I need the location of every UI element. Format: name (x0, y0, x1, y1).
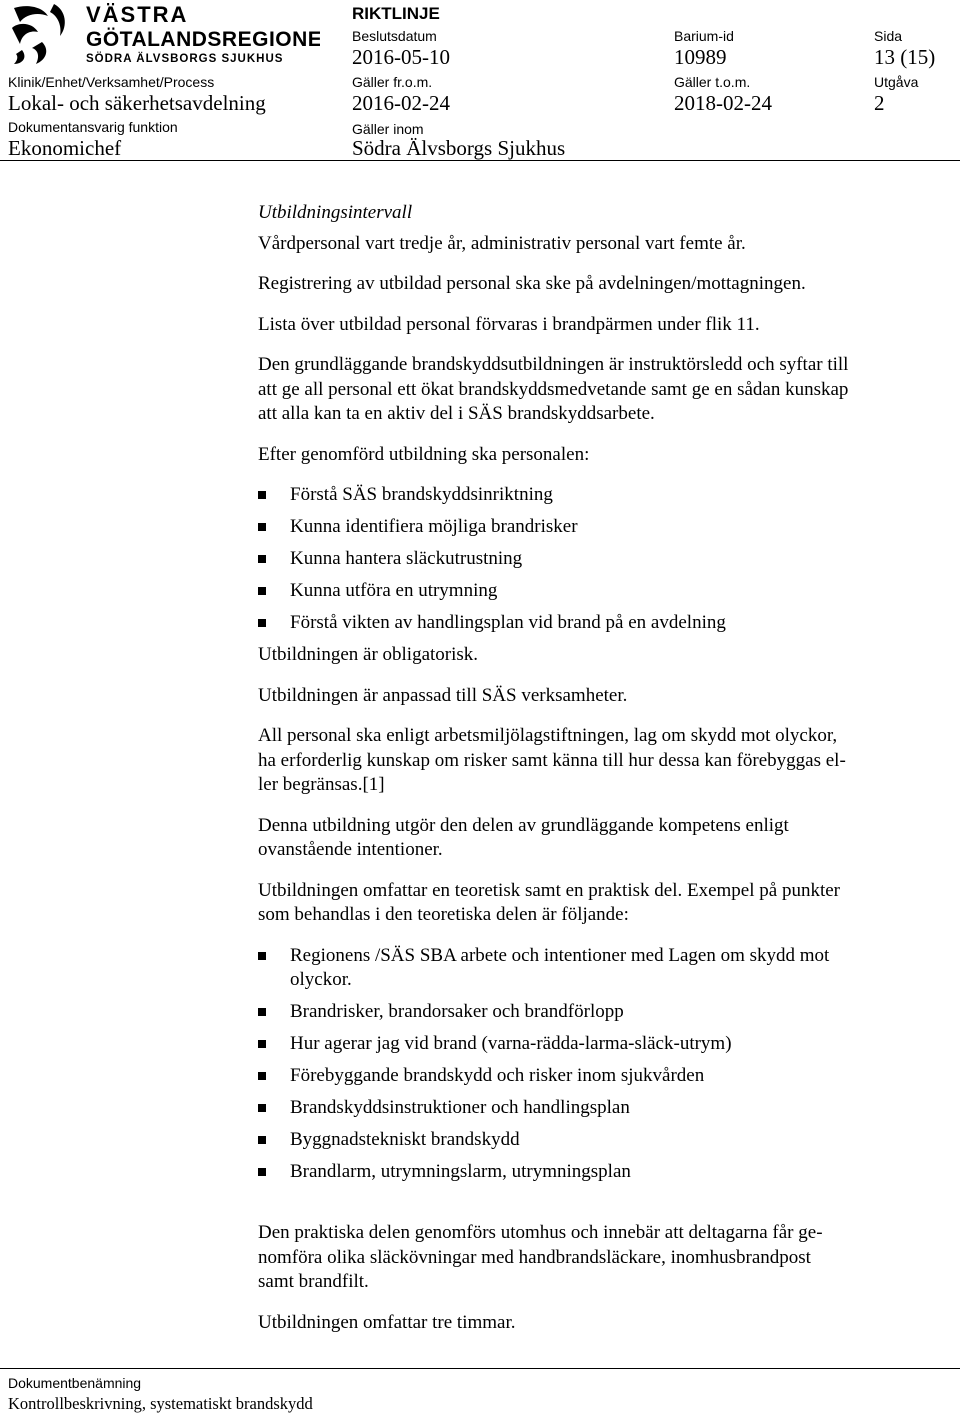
paragraph (258, 724, 938, 798)
paragraph (258, 353, 938, 427)
square-bullet-icon (258, 491, 266, 499)
list-item (258, 944, 938, 993)
square-bullet-icon (258, 1040, 266, 1048)
footer-label: Dokumentbenämning (8, 1375, 142, 1391)
paragraph: Registrering av utbildad personal ska ske på avdelningen/mottagningen. (258, 273, 806, 294)
text-line: att alla kan ta en aktiv del i SÄS brandskyddsarbete. (258, 403, 655, 424)
logo-line-3: SÖDRA ÄLVSBORGS SJUKHUS (86, 53, 284, 65)
galler-fr-value: 2016-02-24 (352, 91, 450, 115)
paragraph: Lista över utbildad personal förvaras i brandpärmen under flik 11. (258, 313, 760, 335)
square-bullet-icon (258, 1168, 266, 1176)
klinik-value: Lokal- och säkerhetsavdelning (8, 91, 266, 115)
content-bottom (258, 1221, 938, 1335)
list-item-text: Kunna identifiera möjliga brandrisker (290, 516, 578, 537)
sida-value: 13 (15) (874, 45, 936, 69)
text-line: ha erforderlig kunskap om risker samt känna till hur dessa kan förebyggas el- (258, 749, 846, 771)
list-item (258, 515, 938, 540)
bullet-list (258, 483, 938, 636)
list-item (258, 1160, 938, 1185)
text-line: ovanstående intentioner. (258, 839, 443, 860)
galler-fr-label: Gäller fr.o.m. (352, 74, 433, 90)
klinik-label: Klinik/Enhet/Verksamhet/Process (8, 74, 215, 90)
text-line: Den praktiska delen genomförs utomhus och innebär att deltagarna får ge- (258, 1222, 823, 1243)
list-item (258, 611, 938, 636)
vgr-logo-mark (8, 2, 320, 66)
square-bullet-icon (258, 1008, 266, 1016)
square-bullet-icon (258, 952, 266, 960)
list-item (258, 1000, 938, 1025)
list-item-text: olyckor. (290, 969, 352, 990)
galler-tom-label: Gäller t.o.m. (674, 74, 751, 90)
galler-inom-label: Gäller inom (352, 121, 424, 137)
sida-label: Sida (874, 28, 903, 44)
list-item-text: Förstå vikten av handlingsplan vid brand på en avdelning (290, 612, 726, 633)
paragraph: Utbildningen är obligatorisk. (258, 644, 479, 665)
square-bullet-icon (258, 1136, 266, 1144)
list-item-text: Kunna utföra en utrymning (290, 580, 498, 601)
square-bullet-icon (258, 1072, 266, 1080)
text-line: All personal ska enligt arbetsmiljölagstiftningen, lag om skydd mot olyckor, (258, 725, 838, 746)
text-line: samt brandfilt. (258, 1271, 369, 1292)
paragraph (258, 814, 938, 863)
text-line: Den grundläggande brandskyddsutbildningen är instruktörsledd och syftar till (258, 354, 849, 375)
list-item-text: Hur agerar jag vid brand (varna-rädda-larma-släck-utrym) (290, 1033, 732, 1054)
barium-id-label: Barium-id (674, 28, 734, 44)
text-line: ler begränsas.[1] (258, 774, 385, 795)
list-item-text: Byggnadstekniskt brandskydd (290, 1129, 520, 1150)
list-item (258, 483, 938, 508)
dokumentansvarig-label: Dokumentansvarig funktion (8, 119, 178, 135)
footer-divider (0, 1368, 960, 1369)
footer-value: Kontrollbeskrivning, systematiskt brandskydd (8, 1394, 313, 1413)
header-divider (0, 160, 960, 161)
beslutsdatum-value: 2016-05-10 (352, 45, 450, 69)
logo-line-2: GÖTALANDSREGIONEN (86, 28, 320, 51)
bullet-list (258, 944, 938, 1185)
paragraph: Vårdpersonal vart tredje år, administrativ personal vart femte år. (258, 232, 746, 254)
square-bullet-icon (258, 619, 266, 627)
text-line: som behandlas i den teoretiska delen är följande: (258, 904, 629, 925)
dokumentansvarig-value: Ekonomichef (8, 136, 122, 160)
square-bullet-icon (258, 523, 266, 531)
list-item-text: Brandrisker, brandorsaker och brandförlopp (290, 1001, 624, 1022)
text-line: nomföra olika släckövningar med handbrandsläckare, inomhusbrandpost (258, 1246, 811, 1268)
barium-id-value: 10989 (674, 45, 727, 69)
square-bullet-icon (258, 587, 266, 595)
paragraph: Utbildningen är anpassad till SÄS verksamheter. (258, 684, 628, 706)
list-item (258, 547, 938, 572)
text-line: att ge all personal ett ökat brandskyddsmedvetande samt ge en sådan kunskap (258, 378, 849, 400)
list-item (258, 1096, 938, 1121)
logo-line-1: VÄSTRA (86, 2, 189, 27)
galler-tom-value: 2018-02-24 (674, 91, 772, 115)
list-item (258, 579, 938, 604)
square-bullet-icon (258, 555, 266, 563)
list-item-text: Brandlarm, utrymningslarm, utrymningsplan (290, 1161, 631, 1182)
galler-inom-value: Södra Älvsborgs Sjukhus (352, 136, 566, 160)
text-line: Denna utbildning utgör den delen av grundläggande kompetens enligt (258, 814, 789, 836)
paragraph: Efter genomförd utbildning ska personalen: (258, 443, 590, 465)
vgr-logo (8, 2, 320, 66)
list-item (258, 1128, 938, 1153)
paragraph: Utbildningen omfattar tre timmar. (258, 1311, 516, 1333)
list-item (258, 1064, 938, 1089)
doc-type: RIKTLINJE (352, 4, 440, 23)
list-item (258, 1032, 938, 1057)
paragraph (258, 879, 938, 928)
beslutsdatum-label: Beslutsdatum (352, 28, 437, 44)
list-item-text: Kunna hantera släckutrustning (290, 548, 523, 569)
paragraph (258, 1221, 938, 1295)
list-item-text: Regionens /SÄS SBA arbete och intentioner med Lagen om skydd mot (290, 944, 830, 966)
section-heading: Utbildningsintervall (258, 202, 413, 223)
utgava-value: 2 (874, 91, 885, 115)
text-line: Utbildningen omfattar en teoretisk samt en praktisk del. Exempel på punkter (258, 879, 840, 901)
utgava-label: Utgåva (874, 74, 919, 90)
content (258, 201, 938, 1192)
list-item-text: Förebyggande brandskydd och risker inom sjukvården (290, 1065, 705, 1086)
list-item-text: Brandskyddsinstruktioner och handlingsplan (290, 1097, 630, 1118)
square-bullet-icon (258, 1104, 266, 1112)
list-item-text: Förstå SÄS brandskyddsinriktning (290, 484, 553, 505)
